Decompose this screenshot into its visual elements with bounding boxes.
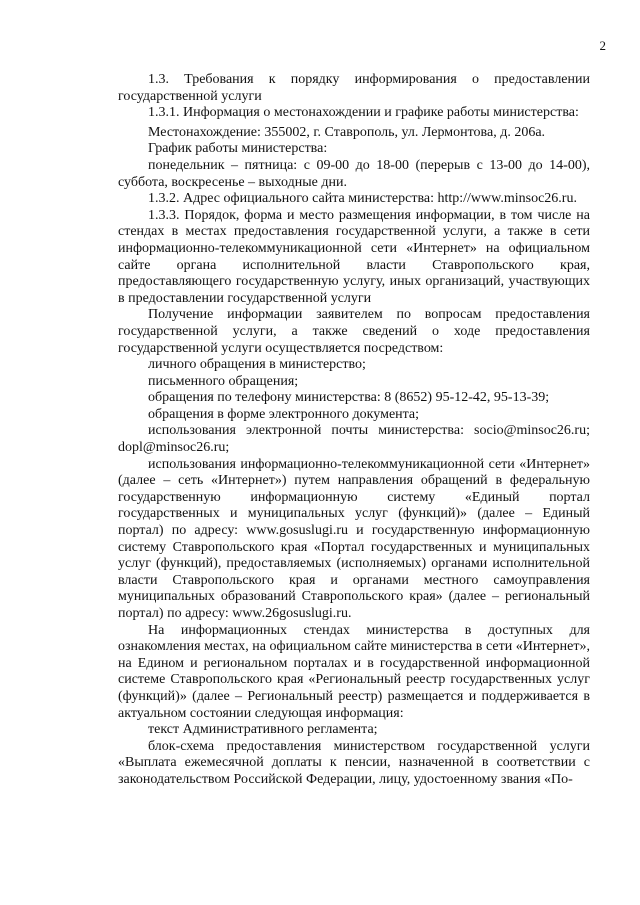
paragraph: 1.3.2. Адрес официального сайта министерства: http://www.minsoc26.ru. [148,191,577,207]
list-item: текст Административного регламента; [148,722,378,738]
subsection-heading: 1.3.1. Информация о местонахождении и графике работы министерства: [148,105,579,121]
section-heading: 1.3. Требования к порядку информирования о предоставлении государственной услуги [118,72,590,104]
paragraph: График работы министерства: [148,141,328,157]
paragraph: Местонахождение: 355002, г. Ставрополь, ул. Лермонтова, д. 206а. [148,124,546,140]
document-body [118,72,590,789]
paragraph: Получение информации заявителем по вопросам предоставления государственной услуги, а также сведений о ходе предоставления государственной услуги осуществляется посредством: [118,307,590,356]
subsection-heading: 1.3.3. Порядок, форма и место размещения информации, в том числе на стендах в местах предоставления государственной услуги, а также в сети информационно-телекоммуникационной сети «Интернет» на официальном сайте органа исполнительной власти Ставропольского края, предоставляющего государственную услугу, иных организаций, участвующих в предоставлении государственной услуги [118,207,590,306]
list-item: использования электронной почты министерства: socio@minsoc26.ru; dopl@minsoc26.ru; [118,423,590,456]
list-item: обращения в форме электронного документа; [148,406,420,422]
paragraph: На информационных стендах министерства в доступных для ознакомления местах, на официальном сайте министерства в сети «Интернет», на Едином и региональном порталах и в государственной информационной системе Ставропольского края «Региональный реестр государственных услуг (функций)» (далее – Региональный реестр) размещается и поддерживается в актуальном состоянии следующая информация: [118,622,590,721]
list-item: личного обращения в министерство; [148,357,366,373]
list-item: письменного обращения; [148,373,299,389]
list-item: обращения по телефону министерства: 8 (8652) 95-12-42, 95-13-39; [148,390,550,406]
list-item: блок-схема предоставления министерством государственной услуги «Выплата ежемесячной доплаты к пенсии, назначенной в соответствии с законодательством Российской Федерации, лицу, удостоенному звания «По- [118,738,590,787]
list-item: использования информационно-телекоммуникационной сети «Интернет» (далее – сеть «Интернет») путем направления обращений в федеральную государственную информационную систему «Единый портал государственных и муниципальных услуг (функций)» (далее – Единый портал) по адресу: www.gosuslugi.ru и государственную информационную систему Ставропольского края «Портал государственных и муниципальных услуг (функций), предоставляемых (исполняемых) органами исполнительной власти Ставропольского края и органами местного самоуправления муниципальных образований Ставропольского края» (далее – региональный портал) по адресу: www.26gosuslugi.ru. [118,456,590,621]
paragraph: понедельник – пятница: с 09-00 до 18-00 (перерыв с 13-00 до 14-00), суббота, воскресенье – выходные дни. [118,157,590,190]
page-number: 2 [599,38,606,53]
